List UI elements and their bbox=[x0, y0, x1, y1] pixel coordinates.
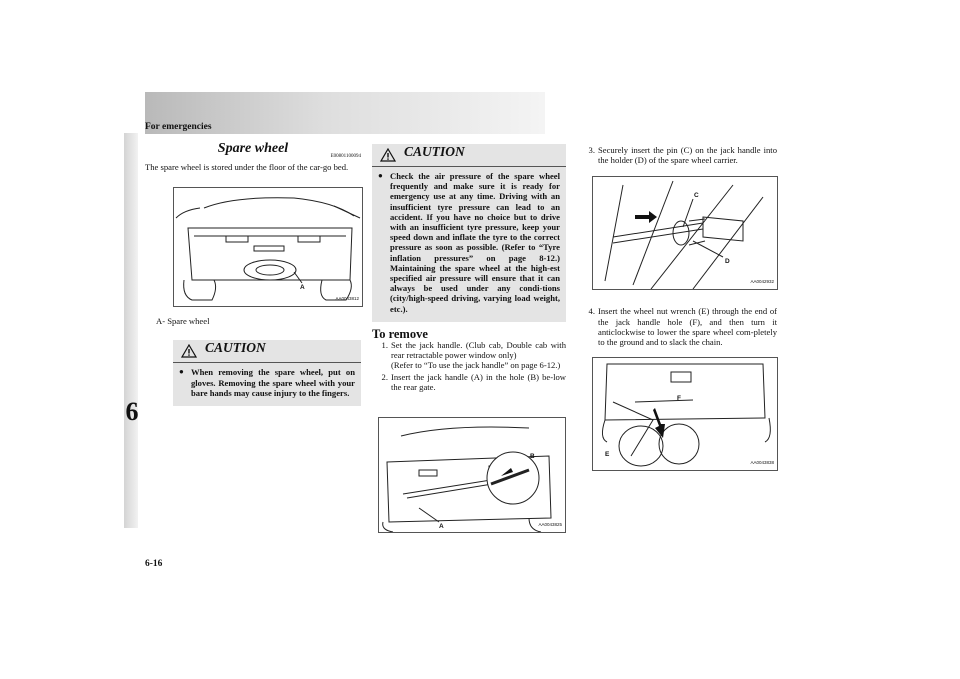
caution-title: CAUTION bbox=[404, 144, 465, 159]
section-title-text: Spare wheel bbox=[217, 141, 289, 156]
step3-text: Securely insert the pin (C) on the jack handle into the holder (D) of the spare wheel carrier. bbox=[598, 145, 777, 166]
step-number: 1. bbox=[381, 340, 388, 351]
section-code: E00801100094 bbox=[330, 154, 361, 159]
figure1-caption: A- Spare wheel bbox=[156, 316, 210, 327]
page-number: 6-16 bbox=[145, 559, 163, 569]
chapter-number: 6 bbox=[125, 397, 139, 426]
figure2-code: AA0043825 bbox=[538, 521, 562, 527]
figure4-label-e: E bbox=[605, 451, 610, 459]
figure1-code: AA0043812 bbox=[335, 296, 359, 301]
step-text bbox=[391, 340, 566, 371]
figure3-label-d: D bbox=[725, 258, 730, 266]
bullet-icon: ● bbox=[179, 367, 184, 377]
pin-holder-illustration bbox=[593, 177, 777, 289]
figure4-code: AA0043838 bbox=[750, 460, 774, 466]
step-4 bbox=[579, 306, 777, 347]
figure3-code: AA0042932 bbox=[750, 279, 774, 285]
figure2-label-a: A bbox=[439, 523, 444, 531]
caution-body bbox=[179, 367, 355, 398]
caution-text: Check the air pressure of the spare wheel frequently and make sure it is ready for emergency use at any time. Driving with an insufficient tyre pressure can lead to an accident. If you have no choice but to drive with an insufficient tyre pressure, keep your speed down and inflate the tyre to the correct pressure as soon as possible. (Refer to “Tyre inflation pressures” on page 8-12.) Maintaining the spare wheel at the high-est specified air pressure will ensure that it can always be used under any condi-tions (city/high-speed driving, varying load weight, etc.). bbox=[390, 171, 560, 314]
figure-pin-holder bbox=[592, 176, 778, 290]
figure4-label-f: F bbox=[677, 395, 681, 403]
column-left bbox=[145, 141, 361, 406]
figure-jack-handle-insert bbox=[378, 417, 566, 533]
warning-triangle-icon bbox=[181, 344, 197, 358]
figure-spare-wheel bbox=[173, 187, 363, 307]
caution-header bbox=[372, 144, 566, 167]
step-number: 4. bbox=[588, 306, 595, 317]
caution-text: When removing the spare wheel, put on gloves. Removing the spare wheel with your bare hands may cause injury to the fingers. bbox=[191, 367, 355, 398]
subheading-to-remove: To remove bbox=[372, 326, 428, 341]
step-number: 3. bbox=[588, 145, 595, 155]
figure2-label-b: B bbox=[530, 453, 535, 461]
step4-text: Insert the wheel nut wrench (E) through the end of the jack handle hole (F), and then turn it anticlockwise to lower the spare wheel com-pletely to the ground and to slack the chain. bbox=[598, 306, 777, 348]
warning-triangle-icon bbox=[380, 148, 396, 162]
figure3-label-c: C bbox=[694, 192, 699, 200]
spare-wheel-illustration bbox=[174, 188, 362, 306]
column-right bbox=[579, 144, 777, 471]
step-1 bbox=[372, 340, 566, 371]
wrench-illustration bbox=[593, 358, 777, 470]
caution-body bbox=[378, 171, 560, 314]
caution-box-pressure bbox=[372, 144, 566, 322]
step-number: 2. bbox=[381, 371, 388, 382]
figure1-label-a: A bbox=[300, 284, 305, 292]
intro-paragraph: The spare wheel is stored under the floor of the car-go bed. bbox=[145, 162, 349, 172]
step-3 bbox=[579, 145, 777, 165]
bullet-icon: ● bbox=[378, 171, 383, 180]
caution-header bbox=[173, 340, 361, 363]
jack-handle-illustration bbox=[379, 418, 565, 532]
chapter-side-tab bbox=[124, 133, 138, 528]
figure-wrench-insert bbox=[592, 357, 778, 471]
caution-title: CAUTION bbox=[205, 340, 266, 356]
step1-note: (Refer to “To use the jack handle” on page 6-12.) bbox=[391, 360, 561, 371]
section-title bbox=[145, 141, 361, 160]
step1-text: Set the jack handle. (Club cab, Double cab with rear retractable power window only) bbox=[391, 340, 566, 361]
caution-box-gloves bbox=[173, 340, 361, 406]
step2-text: Insert the jack handle (A) in the hole (B) be-low the rear gate. bbox=[391, 371, 566, 392]
column-middle bbox=[372, 144, 566, 533]
section-header-title: For emergencies bbox=[145, 122, 212, 132]
step-2 bbox=[372, 372, 566, 392]
